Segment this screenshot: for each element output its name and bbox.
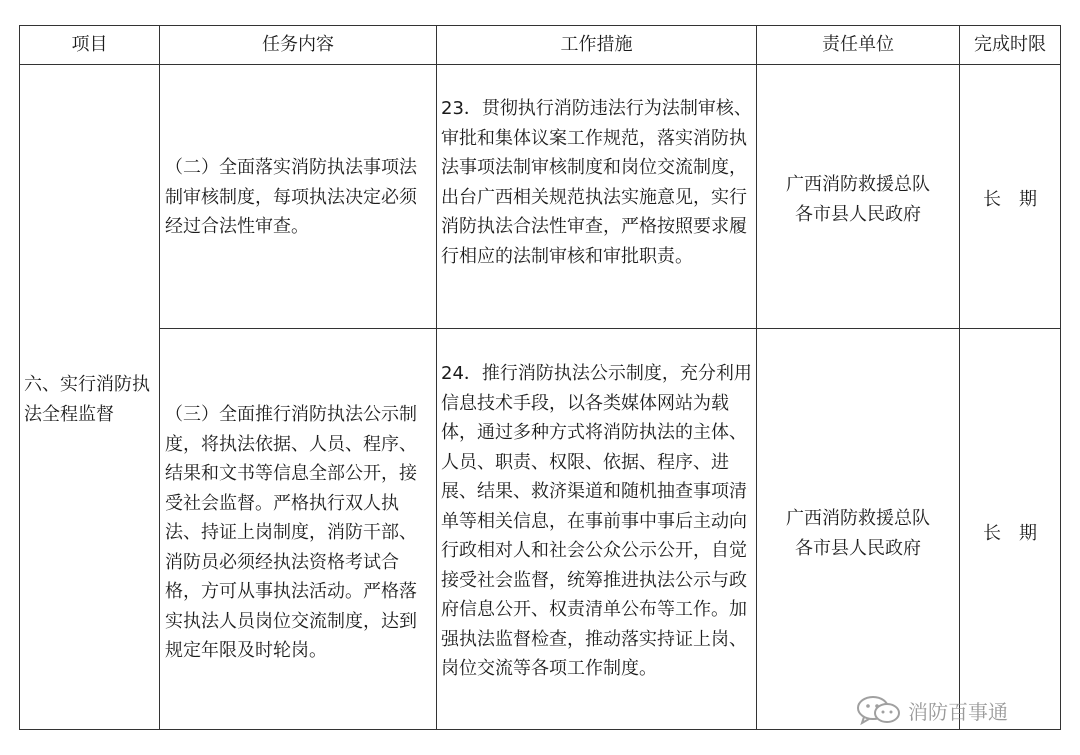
header-deadline: 完成时限 xyxy=(974,34,1046,55)
row-1-deadline: 长 期 xyxy=(983,189,1037,210)
column-divider-1 xyxy=(159,25,160,730)
table-border-top xyxy=(19,25,1061,26)
column-divider-3 xyxy=(756,25,757,730)
row-2-task: （三）全面推行消防执法公示制度，将执法依据、人员、程序、结果和文书等信息全部公开，接受社会监督。严格执行双人执法、持证上岗制度，消防干部、消防员必须经执法资格考试合格，方可从事执法活动。严格落实执法人员岗位交流制度，达到规定年限及时轮岗。 xyxy=(165,404,417,661)
table-border-bottom xyxy=(19,729,1061,730)
table-border-right xyxy=(1060,25,1061,730)
column-divider-4 xyxy=(959,25,960,730)
row-2-measure: 24．推行消防执法公示制度，充分利用信息技术手段，以各类媒体网站为载体，通过多种方式将消防执法的主体、人员、职责、权限、依据、程序、进展、结果、救济渠道和随机抽查事项清单等相关信息，在事前事中事后主动向行政相对人和社会公众公示公开，自觉接受社会监督，统筹推进执法公示与政府信息公开、权责清单公布等工作。加强执法监督检查，推动落实持证上岗、岗位交流等各项工作制度。 xyxy=(441,363,752,679)
column-divider-2 xyxy=(436,25,437,730)
table-border-left xyxy=(19,25,20,730)
header-divider xyxy=(19,64,1061,65)
row-divider xyxy=(159,328,1061,329)
watermark xyxy=(856,695,1008,725)
row-2-deadline: 长 期 xyxy=(983,523,1037,544)
row-1-unit: 广西消防救援总队 各市县人民政府 xyxy=(786,174,930,225)
header-project: 项目 xyxy=(71,34,108,55)
header-task: 任务内容 xyxy=(262,34,334,55)
header-measure: 工作措施 xyxy=(560,34,633,55)
wechat-icon xyxy=(856,695,902,725)
row-2-unit: 广西消防救援总队 各市县人民政府 xyxy=(786,508,930,559)
row-1-measure: 23．贯彻执行消防违法行为法制审核、审批和集体议案工作规范，落实消防执法事项法制审核制度和岗位交流制度，出台广西相关规范执法实施意见，实行消防执法合法性审查，严格按照要求履行相应的法制审核和审批职责。 xyxy=(441,98,752,267)
header-unit: 责任单位 xyxy=(822,34,894,55)
watermark-text: 消防百事通 xyxy=(908,699,1008,724)
project-cell: 六、实行消防执法全程监督 xyxy=(24,374,150,425)
row-1-task: （二）全面落实消防执法事项法制审核制度，每项执法决定必须经过合法性审查。 xyxy=(165,157,417,237)
